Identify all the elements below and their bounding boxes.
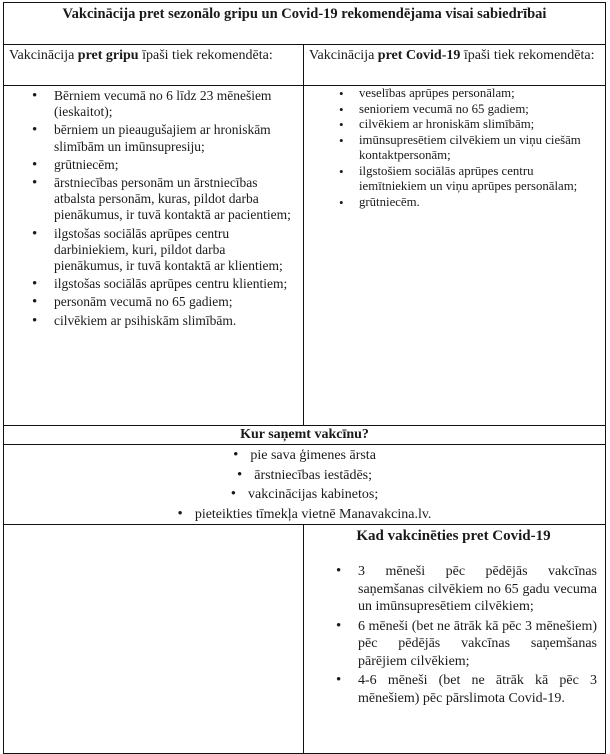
bullet-icon: • xyxy=(230,486,237,502)
covid-heading-pre: Vakcinācija xyxy=(309,48,378,63)
list-item: • grūtniecēm. xyxy=(359,195,599,211)
list-item: • ilgstošiem sociālās aprūpes centru iemītniekiem un viņu aprūpes personālam; xyxy=(359,164,599,195)
covid-heading-post: īpaši tiek rekomendēta: xyxy=(460,48,595,63)
headings-row xyxy=(4,45,606,86)
covid-list-cell xyxy=(304,86,606,426)
page-title: Vakcinācija pret sezonālo gripu un Covid-19 rekomendējama visai sabiedrībai xyxy=(4,3,606,45)
list-item xyxy=(4,466,605,486)
list-item: • veselības aprūpes personālam; xyxy=(359,86,599,102)
covid-heading xyxy=(304,45,606,86)
covid-heading-bold: pret Covid-19 xyxy=(377,48,461,63)
when-row xyxy=(4,525,606,754)
list-item: • Bērniem vecumā no 6 līdz 23 mēnešiem (ieskaitot); xyxy=(54,88,297,120)
vaccination-table xyxy=(3,2,606,754)
list-item: • cilvēkiem ar hroniskām slimībām; xyxy=(359,117,599,133)
flu-heading-bold: pret gripu xyxy=(77,48,139,63)
list-item: • grūtniecēm; xyxy=(54,157,297,173)
covid-list xyxy=(304,86,605,210)
list-item: • 3 mēneši pēc pēdējās vakcīnas saņemšanas cilvēkiem no 65 gadu vecuma un imūnsupresētiem cilvēkiem; xyxy=(358,563,597,616)
list-item: • 6 mēneši (bet ne ātrāk kā pēc 3 mēnešiem) pēc pēdējās vakcīnas saņemšanas pārējiem cilvēkiem; xyxy=(358,618,597,671)
bullet-icon: • xyxy=(233,447,239,463)
when-cell xyxy=(304,525,606,754)
where-list xyxy=(4,445,606,525)
empty-cell xyxy=(4,525,304,754)
flu-list xyxy=(4,88,303,329)
list-item: • bērniem un pieaugušajiem ar hroniskām slimībām un imūnsupresiju; xyxy=(54,122,297,154)
list-item: • cilvēkiem ar psihiskām slimībām. xyxy=(54,313,297,329)
list-item xyxy=(4,485,605,505)
where-item-text: ārstniecības iestādēs; xyxy=(254,467,373,483)
flu-heading-pre: Vakcinācija xyxy=(9,48,78,63)
list-item xyxy=(4,446,605,466)
where-item-text: vakcinācijas kabinetos; xyxy=(248,487,379,502)
where-heading: Kur saņemt vakcīnu? xyxy=(4,426,606,445)
list-item: • personām vecumā no 65 gadiem; xyxy=(54,294,297,310)
flu-heading xyxy=(4,45,304,86)
list-item: • imūnsupresētiem cilvēkiem un viņu ciešām kontaktpersonām; xyxy=(359,133,599,164)
where-row xyxy=(4,445,606,525)
when-list xyxy=(310,563,597,707)
flu-list-cell xyxy=(4,86,304,426)
list-item: • ilgstošas sociālās aprūpes centru darbiniekiem, kuri, pildot darba pienākumus, ir tuvā kontaktā ar klientiem; xyxy=(54,226,297,275)
lists-row xyxy=(4,86,606,426)
bullet-icon: • xyxy=(236,466,243,483)
list-item: • ārstniecības personām un ārstniecības atbalsta personām, kuras, pildot darba pienākumus, ir tuvā kontaktā ar pacientiem; xyxy=(54,175,297,224)
where-item-text: pieteikties tīmekļa vietnē Manavakcina.lv. xyxy=(194,506,432,522)
list-item: • 4-6 mēneši (bet ne ātrāk kā pēc 3 mēnešiem) pēc pārslimota Covid-19. xyxy=(358,672,597,707)
where-item-text: pie sava ģimenes ārsta xyxy=(250,448,376,463)
list-item xyxy=(4,505,605,525)
title-row xyxy=(4,3,606,45)
where-heading-row xyxy=(4,426,606,445)
flu-heading-post: īpaši tiek rekomendēta: xyxy=(138,48,273,63)
when-heading: Kad vakcinēties pret Covid-19 xyxy=(356,528,551,544)
list-item: • ilgstošas sociālās aprūpes centru klientiem; xyxy=(54,276,297,292)
list-item: • senioriem vecumā no 65 gadiem; xyxy=(359,102,599,118)
bullet-icon: • xyxy=(177,505,183,522)
